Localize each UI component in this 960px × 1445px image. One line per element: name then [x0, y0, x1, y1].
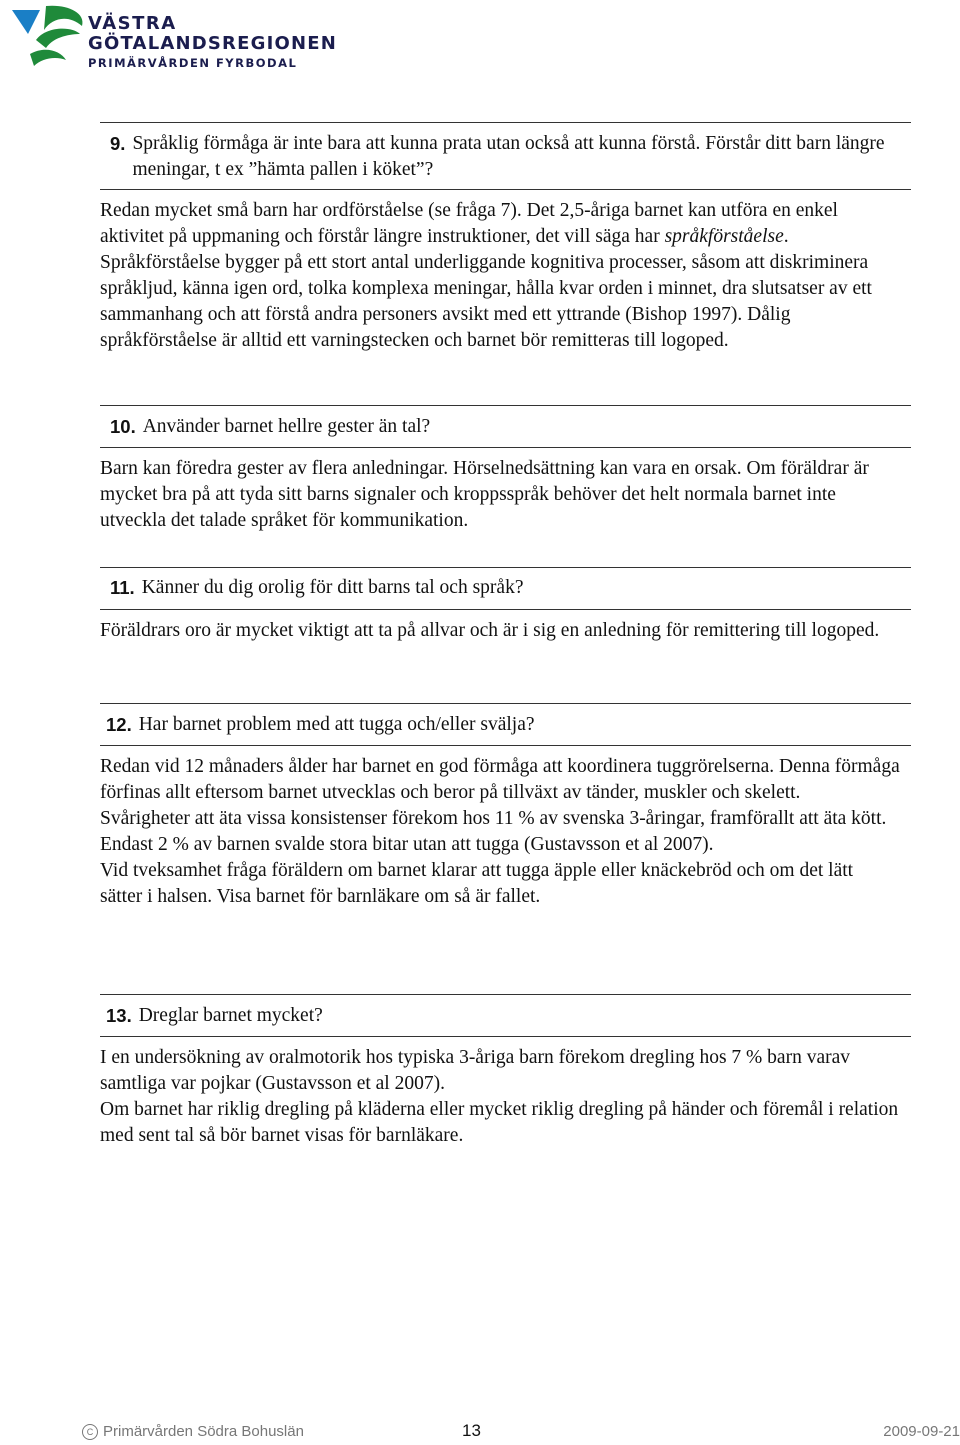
- question-13: [100, 994, 911, 1037]
- answer-9: [100, 198, 900, 354]
- answer-12: [100, 754, 900, 910]
- question-9: [100, 122, 911, 190]
- question-number: 12.: [106, 714, 132, 735]
- answer-13: [100, 1045, 900, 1149]
- answer-text-post: . Språkförståelse bygger på ett stort antal underliggande kognitiva processer, såsom att diskriminera språkljud, känna igen ord, tolka komplexa meningar, hålla kvar orden i minnet, dra slutsatser av ett sammanhang och att förstå andra personers avsikt med ett yttrande (Bishop 1997). Dålig språkförståelse är alltid ett varningstecken och barnet bör remitteras till logoped.: [100, 226, 872, 351]
- answer-text-pre: Redan mycket små barn har ordförståelse (se fråga 7). Det 2,5-åriga barnet kan utföra en enkel aktivitet på uppmaning och förstår längre instruktioner, det vill säga har: [100, 200, 838, 247]
- answer-paragraph: Föräldrars oro är mycket viktigt att ta på allvar och är i sig en anledning för remittering till logoped.: [100, 620, 880, 641]
- logo-line-3: PRIMÄRVÅRDEN FYRBODAL: [88, 56, 298, 70]
- answer-paragraph: I en undersökning av oralmotorik hos typiska 3-åriga barn förekom dregling hos 7 % barn varav samtliga var pojkar (Gustavsson et al 2007).: [100, 1047, 851, 1094]
- logo-line-2: GÖTALANDSREGIONEN: [88, 33, 338, 54]
- answer-paragraph: Redan vid 12 månaders ålder har barnet en god förmåga att koordinera tuggrörelserna. Denna förmåga förfinas allt eftersom barnet utvecklas och beror på tillväxt av tänder, muskler och skelett.: [100, 756, 900, 803]
- answer-paragraph: [100, 198, 900, 354]
- question-text: Språklig förmåga är inte bara att kunna prata utan också att kunna förstå. Förstår ditt barn längre meningar, t ex ”hämta pallen i köket”?: [132, 133, 885, 180]
- footer-org-name: Primärvården Södra Bohuslän: [103, 1423, 304, 1440]
- vgr-logo-mark-icon: [6, 4, 88, 76]
- footer-date: 2009-09-21: [883, 1423, 960, 1440]
- answer-10: [100, 456, 900, 534]
- page-number: 13: [462, 1421, 481, 1440]
- question-number: 11.: [110, 577, 135, 598]
- question-text: Känner du dig orolig för ditt barns tal och språk?: [141, 577, 524, 598]
- question-number: 10.: [110, 416, 136, 437]
- answer-paragraph: Om barnet har riklig dregling på kläderna eller mycket riklig dregling på händer och föremål i relation med sent tal så bör barnet visas för barnläkare.: [100, 1099, 899, 1146]
- question-11: [100, 567, 911, 610]
- vgr-logo: [6, 4, 336, 76]
- answer-paragraph: Svårigheter att äta vissa konsistenser förekom hos 11 % av svenska 3-åringar, framförallt att äta kött. Endast 2 % av barnen svalde stora bitar utan att tugga (Gustavsson et al 2007).: [100, 808, 887, 855]
- footer-org: [82, 1423, 304, 1440]
- copyright-icon: C: [82, 1424, 98, 1440]
- logo-wordmark: [88, 14, 337, 70]
- answer-paragraph: Barn kan föredra gester av flera anledningar. Hörselnedsättning kan vara en orsak. Om föräldrar är mycket bra på att tyda sitt barns signaler och kroppsspråk behöver det helt normala barnet inte utveckla det talade språket för kommunikation.: [100, 458, 869, 531]
- answer-paragraph: Vid tveksamhet fråga föräldern om barnet klarar att tugga äpple eller knäckebröd och om det lätt sätter i halsen. Visa barnet för barnläkare om så är fallet.: [100, 860, 854, 907]
- question-text: Har barnet problem med att tugga och/eller svälja?: [138, 714, 535, 735]
- question-10: [100, 405, 911, 448]
- question-number: 9.: [110, 133, 126, 154]
- question-number: 13.: [106, 1005, 132, 1026]
- answer-11: [100, 618, 900, 644]
- answer-text-emphasis: språkförståelse: [664, 226, 784, 247]
- page-footer: [0, 1421, 960, 1445]
- question-text: Använder barnet hellre gester än tal?: [142, 416, 431, 437]
- question-text: Dreglar barnet mycket?: [138, 1005, 323, 1026]
- question-12: [100, 703, 911, 746]
- logo-line-1: VÄSTRA: [88, 13, 177, 34]
